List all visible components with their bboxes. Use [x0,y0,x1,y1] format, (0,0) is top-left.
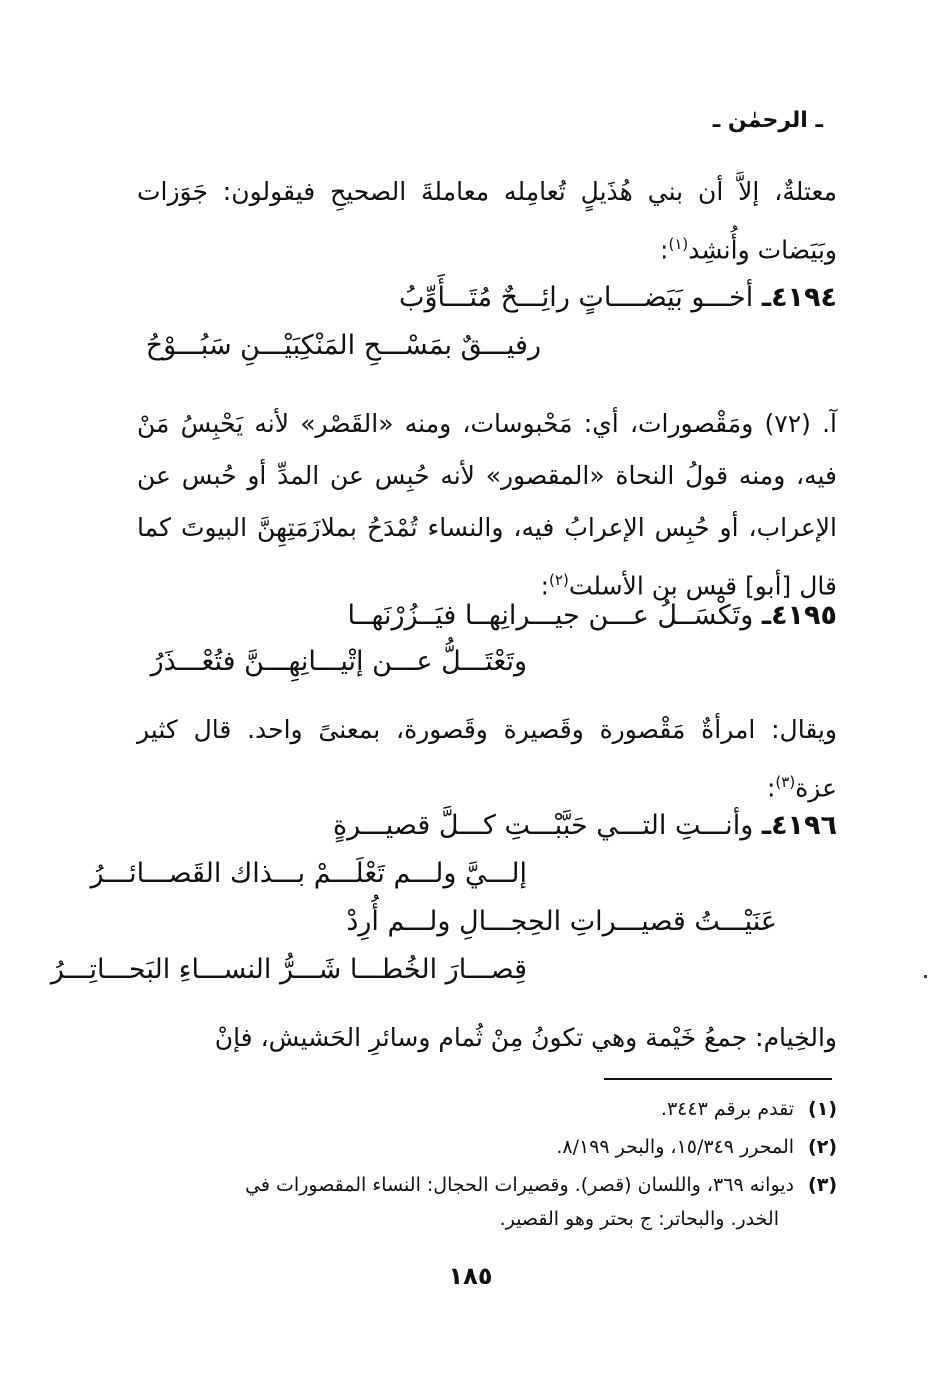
footnote-3 [137,1166,837,1204]
punctuation: : [540,571,550,601]
footnote-mark: (٢) [808,1136,837,1158]
footnote-text: تقدم برقم ٣٤٤٣. [660,1098,795,1120]
verse-text: وأنـــتِ التـــي حَبَّبْـــتِ كـــلَّ قصيـــرةٍ [333,810,754,841]
verse-4196-line-4: قِصـــارَ الخُطـــا شَـــرُّ النســـاءِ البَحـــاتِـــرُ [50,954,527,985]
verse-text: وتَكْسَــلُ عـــن جيـــرانِهــا فيَــزُرْنَهــا [347,600,754,631]
verse-number: ٤١٩٦ـ [761,810,837,841]
footnote-text: ديوانه ٣٦٩، واللسان (قصر). وقصيرات الحجال: النساء المقصورات في [245,1174,795,1196]
verse-text: أخـــو بَيَضــــاتٍ رائِـــحٌ مُتَـــأَوِّبُ [399,282,754,313]
verse-4194-line-2: رفيـــقٌ بمَسْـــحِ المَنْكِبَيْـــنِ سَبُـــوْحُ [145,330,541,361]
paragraph-khiyam [137,1012,837,1064]
margin-speck [924,975,927,978]
punctuation: : [766,773,776,803]
footnote-2 [137,1128,837,1166]
paragraph-text: آ. (٧٢) ومَقْصورات، أي: مَحْبوسات، ومنه «القَصْر» لأنه يَحْبِسُ مَنْ فيه، ومنه قولُ النحاة «المقصور» لأنه حُبِس عن المدِّ أو حُبس عن الإعراب، أو حُبِس الإعرابُ فيه، والنساء تُمْدَحُ بملازَمَتِهِنَّ البيوتَ كما قال [أبو] قيس بن الأسلت [137,409,838,601]
verse-4195-line-2: وتَعْتَـــلُّ عـــن إتْيـــانِهِـــنَّ فتُعْـــذَرُ [150,646,527,677]
verse-4196-line-1 [333,810,837,841]
paragraph-kuthayyir [137,704,837,814]
footnote-mark: (٣) [808,1174,837,1196]
verse-number: ٤١٩٤ـ [761,282,837,313]
footnote-ref[interactable]: (٣) [775,773,796,791]
verse-4194-line-1 [399,282,837,313]
punctuation: : [660,235,669,265]
paragraph-verse-72 [137,398,837,612]
running-header: ـ الرحمٰن ـ [712,108,823,133]
footnote-mark: (١) [808,1098,837,1120]
page-number: ١٨٥ [448,1262,493,1290]
paragraph-intro [137,166,837,276]
paragraph-text: والخِيام: جمعُ خَيْمة وهي تكونُ مِنْ ثُمام وسائرِ الحَشيش، فإنْ [214,1023,837,1052]
footnote-text: المحرر ١٥/٣٤٩، والبحر ٨/١٩٩. [556,1136,795,1158]
footnote-ref[interactable]: (٢) [549,571,569,589]
verse-number: ٤١٩٥ـ [761,600,837,631]
footnote-ref[interactable]: (١) [668,235,689,253]
paragraph-text: ويقال: امرأةٌ مَقْصورة وقَصيرة وقَصورة، بمعنىً واحد. قال كثير عزة [137,715,837,803]
paragraph-text: معتلةٌ، إلاَّ أن بني هُذَيلٍ تُعامِله معاملةَ الصحيحِ فيقولون: جَوَزات وبَيَضات وأُنشِد [137,177,837,265]
verse-4196-line-2: إلـــيَّ ولـــم تَعْلَـــمْ بـــذاك القَصـــائـــرُ [90,858,527,889]
footnote-divider [604,1078,832,1080]
verse-4195-line-1 [347,600,837,631]
footnote-3-continuation: الخدر. والبحاتر: ج بحتر وهو القصير. [499,1208,779,1230]
verse-4196-line-3: عَنَيْـــتُ قصيـــراتِ الحِجـــالِ ولـــم أُرِدْ [346,906,777,937]
footnote-1 [137,1090,837,1128]
